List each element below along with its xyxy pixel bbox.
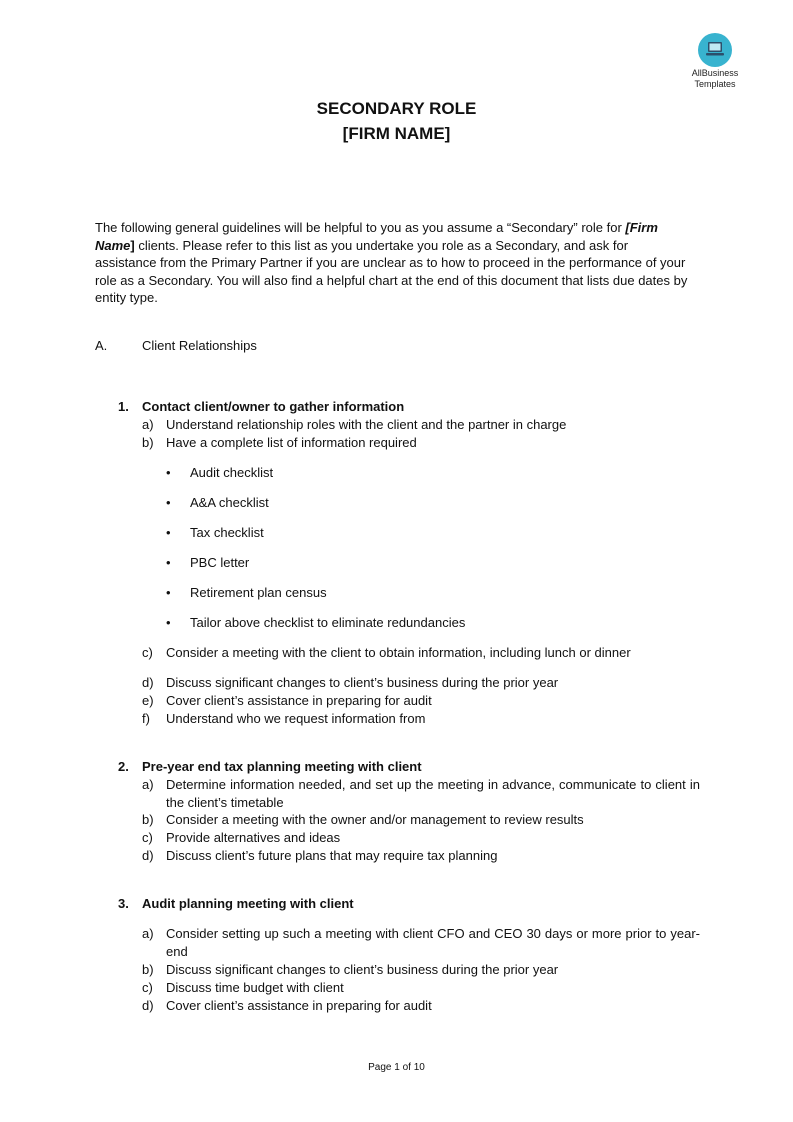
item-1-a-text: Understand relationship roles with the client and the partner in charge [166,417,567,432]
item-3-b-text: Discuss significant changes to client’s business during the prior year [166,962,559,977]
item-2-b-label: b) [142,812,154,827]
bullet-dot: • [166,585,171,600]
item-2-d-label: d) [142,848,154,863]
item-2-c-text: Provide alternatives and ideas [166,830,341,845]
item-1-f-text: Understand who we request information from [166,711,426,726]
section-a-label: Client Relationships [142,338,257,353]
bullet-item: Audit checklist [190,465,274,480]
bullet-item: Retirement plan census [190,585,327,600]
item-3-d-text: Cover client’s assistance in preparing for audit [166,998,432,1013]
item-1-f-label: f) [142,711,150,726]
item-3-b-label: b) [142,962,154,977]
item-1-b-label: b) [142,435,154,450]
item-1-c-label: c) [142,645,153,660]
document-title: SECONDARY ROLE [316,99,477,118]
item-2-a-text: Determine information needed, and set up the meeting in advance, communicate to client in the client’s timetable [166,777,700,810]
item-2-number: 2. [118,759,129,774]
item-3-heading: Audit planning meeting with client [142,896,354,911]
item-3-a-label: a) [142,926,154,941]
page-number: Page 1 of 10 [368,1062,425,1073]
item-1-e-label: e) [142,693,154,708]
bullet-dot: • [166,525,171,540]
item-1-number: 1. [118,399,129,414]
firm-placeholder-3: ] [130,237,135,253]
item-3-number: 3. [118,896,129,911]
item-2-heading: Pre-year end tax planning meeting with client [142,759,422,774]
bullet-dot: • [166,555,171,570]
section-a-letter: A. [95,338,108,353]
firm-placeholder-1: [Firm [625,220,658,235]
item-3-d-label: d) [142,998,154,1013]
intro-text-1: The following general guidelines will be helpful to you as you assume a “Secondary” role for [95,220,626,235]
firm-name-title: [FIRM NAME] [342,124,451,143]
bullet-dot: • [166,615,171,630]
laptop-icon [698,33,732,67]
bullet-item: A&A checklist [190,495,269,510]
item-3-a-text: Consider setting up such a meeting with client CFO and CEO 30 days or more prior to year-end [166,926,700,959]
item-1-e-text: Cover client’s assistance in preparing for audit [166,693,432,708]
bullet-item: Tailor above checklist to eliminate redundancies [190,615,466,630]
item-1-c-text: Consider a meeting with the client to obtain information, including lunch or dinner [166,645,631,660]
item-2-a-label: a) [142,777,154,792]
logo-text-line2: Templates [694,79,736,89]
item-2-c-label: c) [142,830,153,845]
bullet-item: PBC letter [190,555,250,570]
bullet-item: Tax checklist [190,525,264,540]
item-2-b-text: Consider a meeting with the owner and/or management to review results [166,812,584,827]
item-2-d-text: Discuss client’s future plans that may require tax planning [166,848,498,863]
firm-placeholder-2: Name [95,237,131,253]
item-1-d-label: d) [142,675,154,690]
intro-paragraph [95,219,691,307]
item-1-b-text: Have a complete list of information required [166,435,417,450]
item-3-c-label: c) [142,980,153,995]
allbusiness-logo [689,33,741,89]
item-1-heading: Contact client/owner to gather information [142,399,405,414]
item-1-d-text: Discuss significant changes to client’s business during the prior year [166,675,559,690]
intro-text-2: clients. Please refer to this list as you undertake you role as a Secondary, and ask for assistance from the Primary Partner if you are unclear as to how to proceed in the performance of your role as a Secondary. You will also find a helpful chart at the end of this document that lists due dates by entity type. [95,237,688,305]
item-3-c-text: Discuss time budget with client [166,980,344,995]
logo-text-line1: AllBusiness [691,68,739,78]
bullet-dot: • [166,465,171,480]
bullet-dot: • [166,495,171,510]
item-1-a-label: a) [142,417,154,432]
